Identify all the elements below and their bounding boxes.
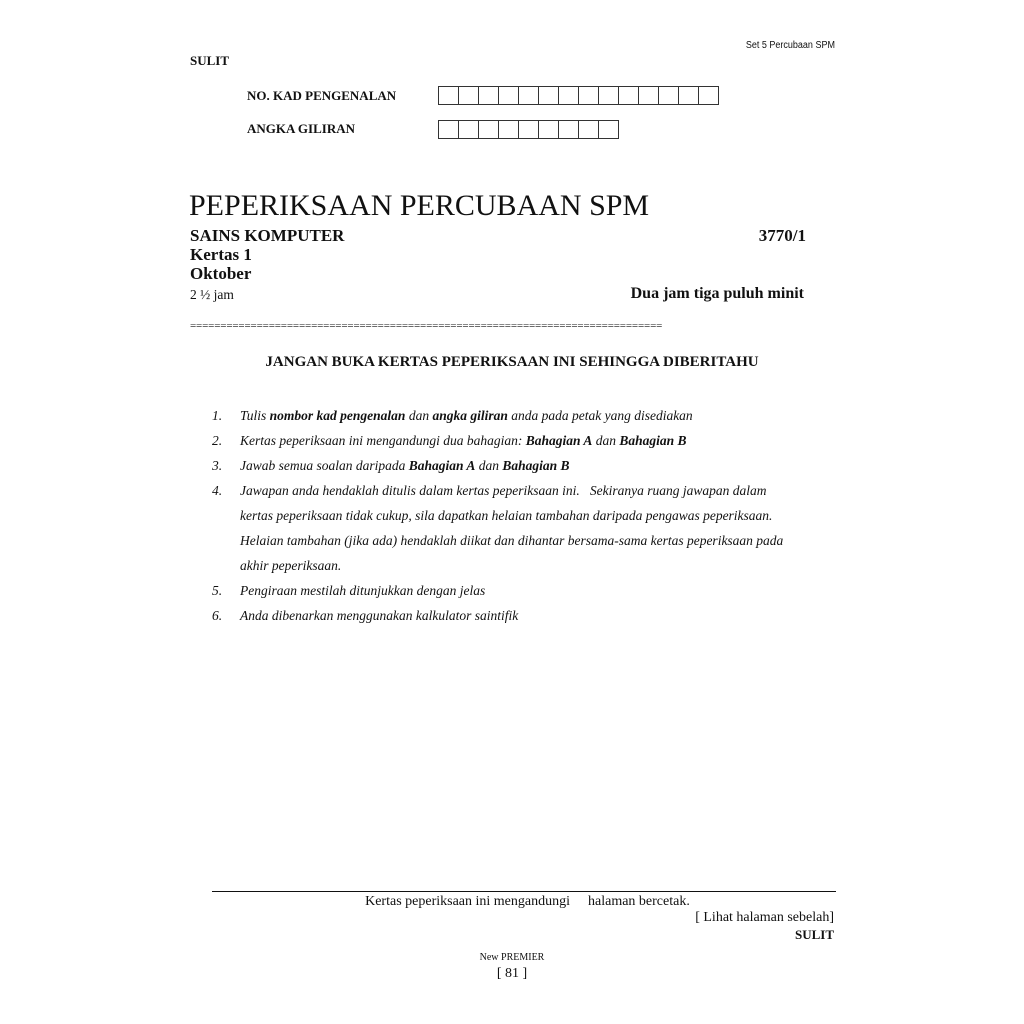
instruction-number: 3. (212, 458, 223, 473)
instruction-emphasis: Bahagian B (619, 433, 687, 448)
instruction-item (212, 428, 783, 453)
footer-divider (212, 891, 836, 892)
page-number: [ 81 ] (496, 966, 528, 981)
digit-box[interactable] (619, 86, 639, 105)
digit-box[interactable] (499, 120, 519, 139)
digit-box[interactable] (599, 120, 619, 139)
instruction-segment: akhir peperiksaan. (240, 558, 342, 573)
instruction-emphasis: Bahagian B (502, 458, 570, 473)
footer-pages-prefix: Kertas peperiksaan ini mengandungi (365, 894, 570, 909)
instruction-emphasis: angka giliran (432, 408, 508, 423)
instruction-number: 1. (212, 408, 223, 423)
roll-label: ANGKA GILIRAN (247, 121, 355, 136)
instruction-text (240, 403, 693, 428)
publisher: New PREMIER (479, 952, 545, 963)
instruction-text (240, 428, 687, 453)
digit-box[interactable] (479, 120, 499, 139)
instruction-number: 6. (212, 608, 223, 623)
instruction-item (212, 603, 783, 628)
footer-classification: SULIT (794, 927, 834, 942)
instruction-segment: Tulis (240, 408, 270, 423)
instruction-text (240, 478, 766, 503)
instruction-segment: Anda dibenarkan menggunakan kalkulator saintifik (240, 608, 519, 623)
instruction-segment: anda pada petak yang disediakan (507, 408, 693, 423)
digit-box[interactable] (559, 86, 579, 105)
digit-box[interactable] (519, 86, 539, 105)
duration: 2 ½ jam (190, 287, 234, 302)
instruction-number (212, 528, 240, 553)
instruction-number: 2. (212, 433, 223, 448)
instruction-text (240, 453, 570, 478)
header-note: Set 5 Percubaan SPM (745, 40, 835, 51)
digit-box[interactable] (459, 120, 479, 139)
ic-number-input[interactable] (438, 86, 719, 105)
instruction-number (212, 503, 240, 528)
instruction-segment: Jawapan anda hendaklah ditulis dalam kertas peperiksaan ini. Sekiranya ruang jawapan dalam (240, 483, 767, 498)
digit-box[interactable] (499, 86, 519, 105)
instruction-item (212, 553, 783, 578)
instructions-list (212, 403, 783, 628)
instruction-text (240, 578, 485, 603)
roll-number-input[interactable] (438, 120, 619, 139)
instruction-item (212, 403, 783, 428)
ic-label: NO. KAD PENGENALAN (247, 88, 397, 103)
instruction-emphasis: nombor kad pengenalan (269, 408, 406, 423)
instruction-number: 5. (212, 583, 223, 598)
instruction-segment: dan (475, 458, 503, 473)
digit-box[interactable] (579, 120, 599, 139)
digit-box[interactable] (539, 120, 559, 139)
digit-box[interactable] (679, 86, 699, 105)
digit-box[interactable] (579, 86, 599, 105)
instruction-segment: kertas peperiksaan tidak cukup, sila dapatkan helaian tambahan daripada pengawas peperiksaan. (240, 508, 773, 523)
digit-box[interactable] (439, 86, 459, 105)
footer-pages-suffix: halaman bercetak. (588, 894, 690, 909)
instruction-text (240, 603, 518, 628)
separator: ============================================================================== (190, 320, 663, 332)
warning-heading: JANGAN BUKA KERTAS PEPERIKSAAN INI SEHINGGA DIBERITAHU (265, 354, 759, 370)
instruction-text (240, 553, 341, 578)
instruction-emphasis: Bahagian A (525, 433, 593, 448)
subject-code: 3770/1 (758, 226, 806, 245)
instruction-segment: dan (405, 408, 433, 423)
digit-box[interactable] (539, 86, 559, 105)
instruction-number: 4. (212, 483, 223, 498)
digit-box[interactable] (459, 86, 479, 105)
instruction-segment: Pengiraan mestilah ditunjukkan dengan jelas (240, 583, 486, 598)
instruction-emphasis: Bahagian A (408, 458, 476, 473)
instruction-segment: Helaian tambahan (jika ada) hendaklah diikat dan dihantar bersama-sama kertas peperiksaan pada (240, 533, 784, 548)
digit-box[interactable] (439, 120, 459, 139)
digit-box[interactable] (559, 120, 579, 139)
instruction-segment: Jawab semua soalan daripada (240, 458, 409, 473)
footer-next-page: [ Lihat halaman sebelah] (695, 910, 834, 925)
instruction-text (240, 528, 783, 553)
instruction-segment: dan (592, 433, 620, 448)
instruction-item (212, 478, 783, 503)
digit-box[interactable] (659, 86, 679, 105)
instruction-text (240, 503, 772, 528)
page-title: PEPERIKSAAN PERCUBAAN SPM (189, 189, 650, 222)
digit-box[interactable] (599, 86, 619, 105)
classification-top: SULIT (190, 53, 230, 68)
digit-box[interactable] (639, 86, 659, 105)
instruction-item (212, 578, 783, 603)
subject: SAINS KOMPUTER (190, 226, 345, 245)
instruction-item (212, 503, 783, 528)
digit-box[interactable] (699, 86, 719, 105)
instruction-item (212, 528, 783, 553)
instruction-number (212, 553, 240, 578)
paper-number: Kertas 1 (190, 245, 252, 264)
duration-words: Dua jam tiga puluh minit (630, 285, 804, 302)
digit-box[interactable] (479, 86, 499, 105)
exam-month: Oktober (190, 264, 252, 283)
instruction-segment: Kertas peperiksaan ini mengandungi dua bahagian: (240, 433, 526, 448)
digit-box[interactable] (519, 120, 539, 139)
instruction-item (212, 453, 783, 478)
